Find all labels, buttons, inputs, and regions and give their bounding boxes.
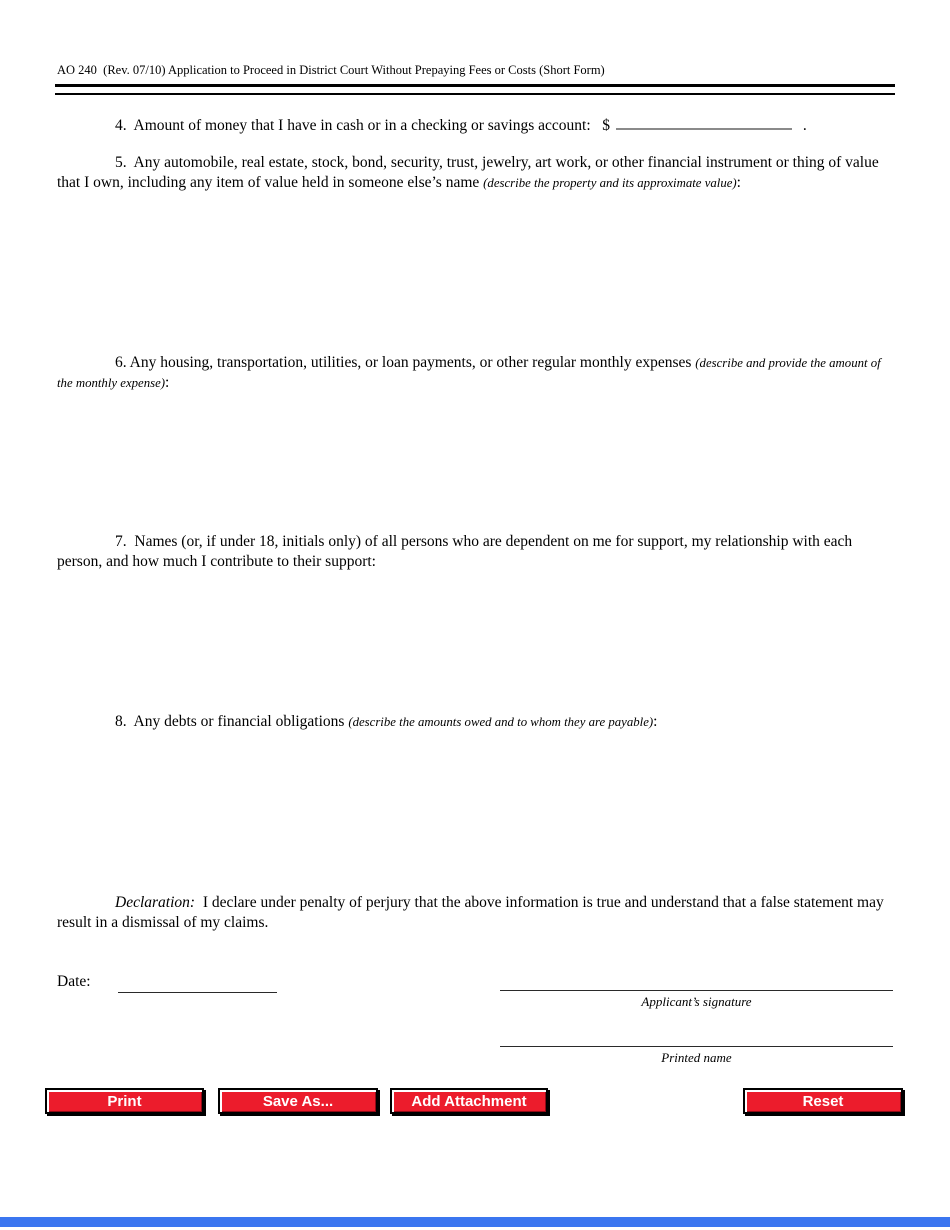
- item-8-italic-note: (describe the amounts owed and to whom they are payable): [348, 715, 654, 729]
- add-attachment-button[interactable]: Add Attachment: [390, 1088, 548, 1114]
- item-5-suffix: :: [736, 174, 741, 191]
- header-double-rule: [55, 84, 895, 95]
- date-label: Date:: [57, 973, 91, 990]
- printed-name-field[interactable]: [500, 1046, 893, 1047]
- form-header-title: AO 240 (Rev. 07/10) Application to Proceed in District Court Without Prepaying Fees or Costs (Short Form): [57, 63, 605, 77]
- applicant-signature-field[interactable]: [500, 990, 893, 991]
- item-8: [57, 712, 895, 732]
- item-5-italic-note: (describe the property and its approximate value): [483, 176, 737, 190]
- printed-name-caption: Printed name: [661, 1050, 732, 1065]
- item-7: [57, 532, 895, 572]
- declaration: [57, 893, 895, 933]
- item-8-text: 8. Any debts or financial obligations: [115, 713, 349, 730]
- item-6-suffix: :: [165, 374, 170, 391]
- item-4-label: 4. Amount of money that I have in cash or in a checking or savings account: $: [115, 117, 611, 134]
- bottom-blue-bar: [0, 1217, 950, 1227]
- cash-amount-field[interactable]: [616, 113, 792, 130]
- save-as-button[interactable]: Save As...: [218, 1088, 378, 1114]
- declaration-lead: Declaration:: [115, 894, 196, 911]
- item-5-text: 5. Any automobile, real estate, stock, bond, security, trust, jewelry, art work, or other financial instrument or thing of value that I own, including any item of value held in someone else’s name: [57, 154, 883, 191]
- item-6-text: 6. Any housing, transportation, utilities, or loan payments, or other regular monthly expenses: [115, 354, 696, 371]
- item-4: [57, 113, 895, 136]
- date-field[interactable]: [118, 992, 277, 993]
- item-7-text: 7. Names (or, if under 18, initials only) of all persons who are dependent on me for support, my relationship with each person, and how much I contribute to their support:: [57, 533, 857, 570]
- item-5: [57, 153, 895, 193]
- item-4-suffix: .: [799, 117, 807, 134]
- print-button[interactable]: Print: [45, 1088, 204, 1114]
- reset-button[interactable]: Reset: [743, 1088, 903, 1114]
- declaration-text: I declare under penalty of perjury that the above information is true and understand that a false statement may result in a dismissal of my claims.: [57, 894, 888, 931]
- item-6: [57, 353, 895, 393]
- applicant-signature-caption: Applicant’s signature: [641, 994, 752, 1009]
- item-6-italic-note: (describe and provide the amount of the monthly expense): [57, 356, 884, 390]
- item-8-suffix: :: [653, 713, 658, 730]
